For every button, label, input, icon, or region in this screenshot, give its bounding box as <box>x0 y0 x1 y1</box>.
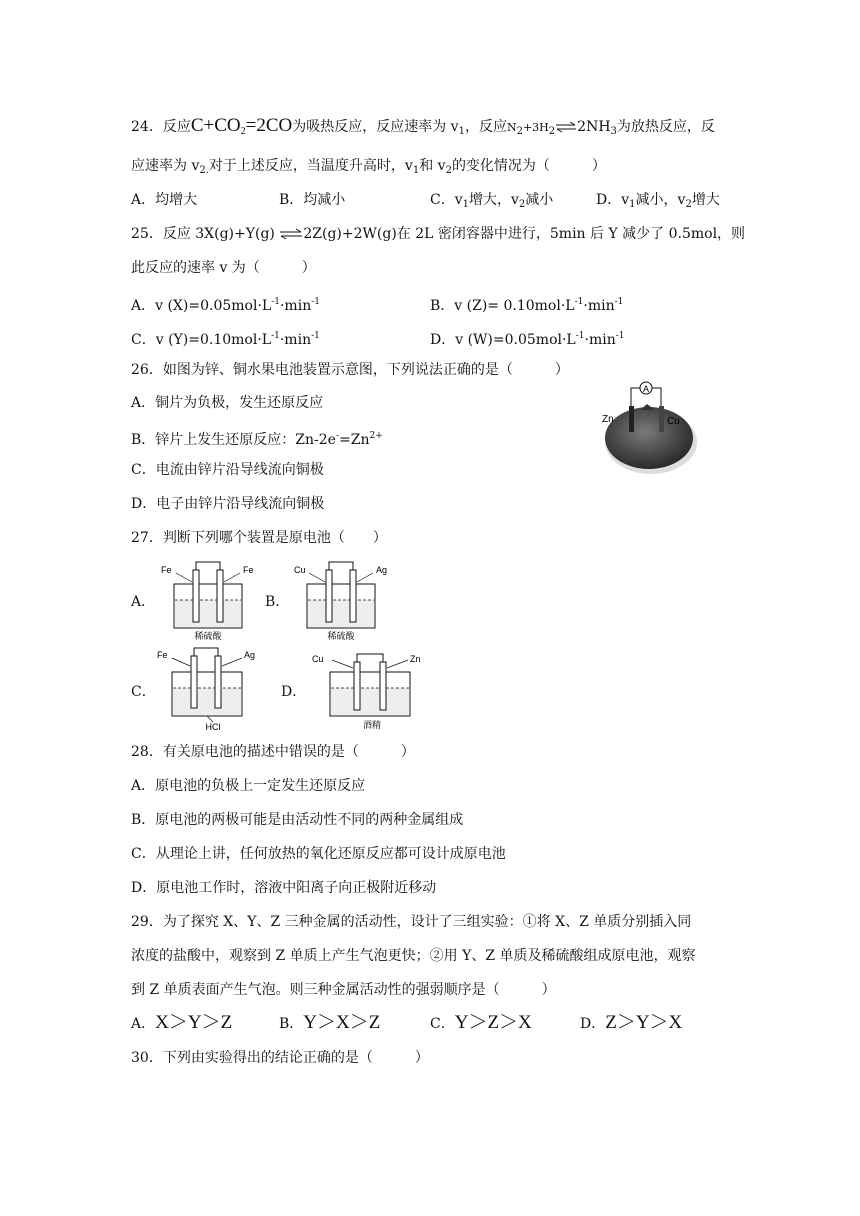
q24-text: 的变化情况为（ ） <box>451 158 606 174</box>
fruit-battery-figure <box>595 378 705 483</box>
zn-electrode <box>629 406 634 432</box>
electrode-left <box>193 570 199 622</box>
q24-option-b: B．均减小 <box>279 192 346 208</box>
electrode-right <box>350 570 356 622</box>
fruit-stem <box>640 404 655 410</box>
wire-right <box>652 388 661 406</box>
q29-option-b <box>279 1013 380 1034</box>
q25-option-c <box>131 326 320 350</box>
sup: -1 <box>271 297 280 307</box>
pointer <box>172 658 190 666</box>
pointer <box>224 573 240 582</box>
cell-figure-b <box>290 560 390 642</box>
opt-text: 增大，v <box>469 192 519 208</box>
wire-left <box>631 388 640 406</box>
wire <box>196 562 220 570</box>
electrolyte-label: 稀硫酸 <box>194 631 222 641</box>
liquid <box>175 600 241 627</box>
sub: 1 <box>629 199 636 210</box>
q27-stem: 27．判断下列哪个装置是原电池（ ） <box>131 530 387 546</box>
electrode-right-label: Zn <box>410 654 421 664</box>
eq2-part: +3H <box>522 121 549 134</box>
sub: 2 <box>445 165 452 176</box>
pointer <box>332 660 353 668</box>
sub: 1 <box>412 165 420 176</box>
sup: -1 <box>271 331 280 341</box>
opt-text: D．v <box>596 192 630 208</box>
opt-text: D．v (W)=0.05mol·L <box>430 332 576 348</box>
electrode-right <box>215 656 221 708</box>
opt-text: 增大 <box>691 192 720 208</box>
q24-option-a: A．均增大 <box>131 192 198 208</box>
opt-text: A．v (X)=0.05mol·L <box>131 298 272 314</box>
electrolyte-label: HCl <box>205 722 221 732</box>
q28-stem: 28．有关原电池的描述中错误的是（ ） <box>131 744 415 760</box>
q24-text: 应速率为 v <box>131 158 200 174</box>
electrode-right-label: Ag <box>244 650 256 660</box>
q24-text: 对于上述反应，当温度升高时，v <box>208 158 413 174</box>
pointer <box>387 660 408 668</box>
opt-text: C． <box>430 1016 455 1032</box>
sub: 2 <box>548 126 556 137</box>
electrode-left-label: Fe <box>161 565 172 575</box>
sup: - <box>335 431 340 441</box>
q25-line2: 此反应的速率 v 为（ ） <box>131 260 316 276</box>
liquid <box>331 688 409 715</box>
q29-option-c <box>430 1013 532 1034</box>
fruit <box>605 407 693 469</box>
opt-value: X＞Y＞Z <box>155 1012 233 1033</box>
opt-text: D． <box>580 1016 606 1032</box>
pointer <box>309 573 325 582</box>
opt-text: ·min <box>279 298 312 314</box>
q28-option-b: B．原电池的两极可能是由活动性不同的两种金属组成 <box>131 812 464 828</box>
opt-text: ·min <box>279 332 312 348</box>
q29-line1: 29．为了探究 X、Y、Z 三种金属的活动性，设计了三组实验：①将 X、Z 单质分别插入同 <box>131 914 692 930</box>
opt-text: ·min <box>583 298 615 314</box>
q24-text: 24．反应 <box>131 119 191 135</box>
equilibrium-arrow-icon <box>279 228 303 240</box>
q27-option-c: C． <box>131 684 156 700</box>
opt-text: =Zn <box>339 432 370 448</box>
pointer <box>222 658 242 666</box>
q25-option-d <box>430 326 625 350</box>
q29-line3: 到 Z 单质表面产生气泡。则三种金属活动性的强弱顺序是（ ） <box>131 982 556 998</box>
q25-option-a <box>131 292 320 316</box>
opt-value: Y＞Z＞X <box>454 1012 532 1033</box>
q30-stem: 30．下列由实验得出的结论正确的是（ ） <box>131 1050 429 1066</box>
electrode-left-label: Fe <box>157 650 168 660</box>
sub: 2. <box>199 165 209 176</box>
q24-option-d <box>596 190 720 215</box>
ammeter-label: A <box>642 384 650 394</box>
sup: -1 <box>575 331 585 341</box>
liquid <box>173 688 241 715</box>
electrode-right-label: Ag <box>376 565 388 575</box>
opt-text: 减小 <box>525 192 554 208</box>
eq1-rhs: =2CO <box>245 115 293 136</box>
liquid <box>308 600 374 627</box>
opt-text: ·min <box>584 332 616 348</box>
sub: 1 <box>458 126 465 137</box>
electrode-left <box>326 570 332 622</box>
q24-text: 为吸热反应，反应速率为 v <box>292 119 459 135</box>
q25-text: 25．反应 3X(g)+Y(g) <box>131 226 280 242</box>
eq2 <box>506 121 556 137</box>
electrode-left-label: Cu <box>294 565 306 575</box>
electrode-right <box>217 570 223 622</box>
eq2-part: N <box>506 121 517 134</box>
q28-option-c: C．从理论上讲，任何放热的氧化还原反应都可设计成原电池 <box>131 846 506 862</box>
equilibrium-arrow-icon <box>555 121 577 133</box>
cell-figure-c <box>155 646 259 732</box>
cu-electrode <box>659 406 664 432</box>
electrolyte-label: 酒精 <box>362 720 382 730</box>
opt-text: B．v (Z)= 0.10mol·L <box>430 298 575 314</box>
q24-line1 <box>131 116 715 142</box>
eq1-lhs: C+CO <box>190 115 241 136</box>
q25-line1 <box>131 224 745 244</box>
sup: -1 <box>311 297 320 307</box>
opt-text: B．锌片上发生还原反应：Zn-2e <box>131 432 336 448</box>
opt-text: B． <box>279 1016 304 1032</box>
q26-option-d: D．电子由锌片沿导线流向铜极 <box>131 496 325 512</box>
sub: 2 <box>516 126 523 137</box>
opt-value: Y＞X＞Z <box>303 1012 381 1033</box>
electrode-left-label: Cu <box>312 654 324 664</box>
sup: -1 <box>574 297 584 307</box>
q24-text: 和 v <box>419 158 446 174</box>
q24-line2 <box>131 156 606 181</box>
opt-text: A． <box>131 1016 156 1032</box>
opt-text: 减小，v <box>635 192 686 208</box>
q27-option-b: B． <box>265 594 290 610</box>
wire <box>194 648 218 656</box>
cu-label: Cu <box>667 416 680 427</box>
eq1-sub: 2 <box>240 126 246 137</box>
electrode-right <box>380 662 386 710</box>
electrode-left <box>191 656 197 708</box>
sub: 2 <box>685 199 692 210</box>
q28-option-a: A．原电池的负极上一定发生还原反应 <box>131 778 366 794</box>
q28-option-d: D．原电池工作时，溶液中阳离子向正极附近移动 <box>131 880 437 896</box>
opt-text: C．v <box>430 192 463 208</box>
wire <box>357 654 383 662</box>
opt-text: C．v (Y)=0.10mol·L <box>131 332 272 348</box>
eq1 <box>191 115 292 136</box>
pointer <box>357 573 373 582</box>
q24-option-c <box>430 190 553 215</box>
cell-figure-d <box>310 650 426 732</box>
q29-option-a <box>131 1013 232 1034</box>
sup: -1 <box>615 331 625 341</box>
q25-text: 2Z(g)+2W(g)在 2L 密闭容器中进行，5min 后 Y 减少了 0.5mol，则 <box>303 226 746 242</box>
sub: 1 <box>462 199 469 210</box>
q26-option-b <box>131 426 383 450</box>
eq2-part: 2NH <box>577 119 611 135</box>
sup: 2+ <box>369 431 383 441</box>
q27-option-d: D． <box>281 684 307 700</box>
q26-option-a: A．铜片为负极，发生还原反应 <box>131 395 324 411</box>
q29-line2: 浓度的盐酸中，观察到 Z 单质上产生气泡更快；②用 Y、Z 单质及稀硫酸组成原电池，观察 <box>131 948 696 964</box>
sub: 3 <box>610 126 617 137</box>
zn-label: Zn <box>602 414 614 425</box>
q29-option-d <box>580 1013 682 1034</box>
sub: 2 <box>518 199 526 210</box>
electrode-left <box>354 662 360 710</box>
sup: -1 <box>614 297 624 307</box>
electrode-right-label: Fe <box>243 565 254 575</box>
q27-option-a: A． <box>131 594 156 610</box>
pointer <box>176 573 192 582</box>
wire <box>329 562 353 570</box>
sup: -1 <box>311 331 320 341</box>
q24-text: ，反应 <box>464 119 507 135</box>
electrolyte-label: 稀硫酸 <box>327 631 355 641</box>
q26-option-c: C．电流由锌片沿导线流向铜极 <box>131 462 324 478</box>
q25-option-b <box>430 292 623 316</box>
cell-figure-a <box>157 560 257 642</box>
opt-value: Z＞Y＞X <box>605 1012 683 1033</box>
q24-text: 为放热反应，反 <box>616 119 715 135</box>
q26-stem: 26．如图为锌、铜水果电池装置示意图，下列说法正确的是（ ） <box>131 362 569 378</box>
